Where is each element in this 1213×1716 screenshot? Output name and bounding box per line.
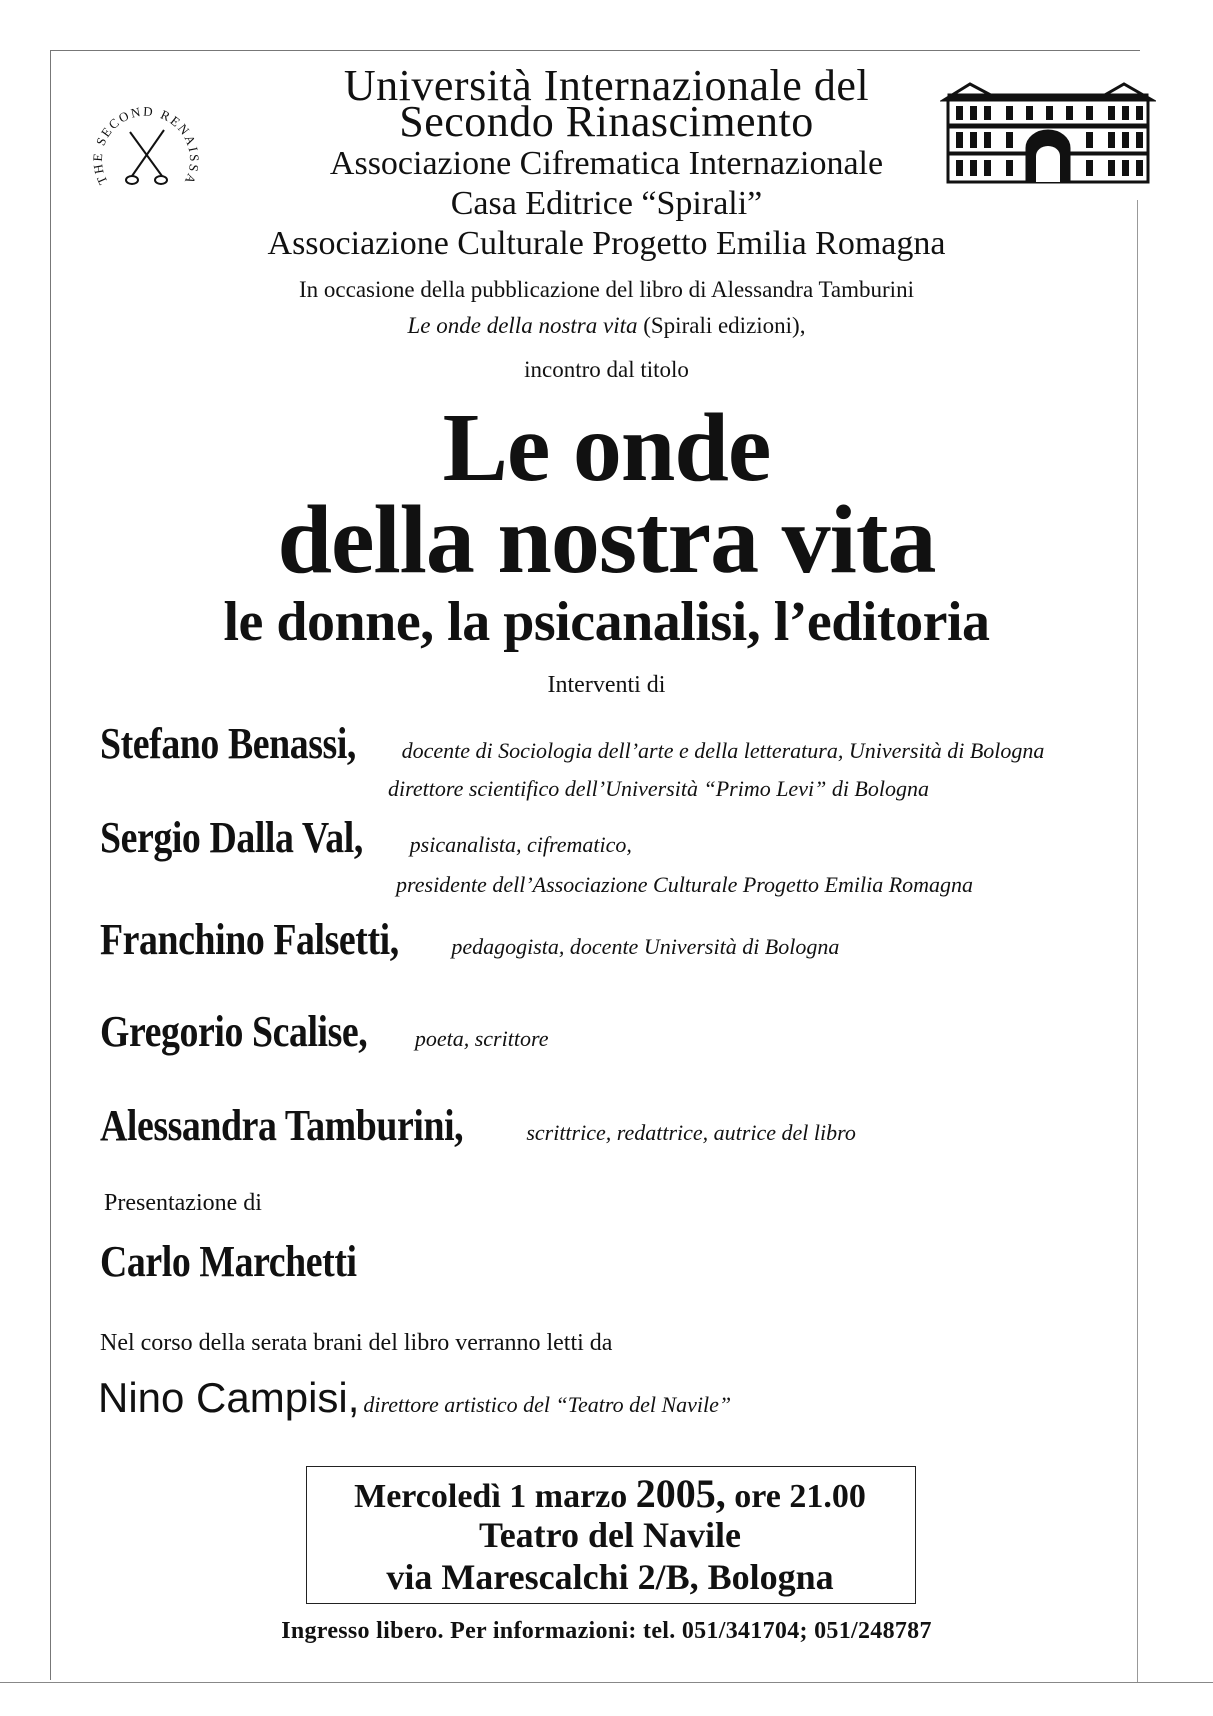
speaker-role-2: presidente dell’Associazione Culturale Progetto Emilia Romagna [396,872,974,897]
speaker-role-2: direttore scientifico dell’Università “Primo Levi” di Bologna [388,776,929,801]
book-publisher: (Spirali edizioni), [643,313,806,338]
speaker-role: pedagogista, docente Università di Bologna [451,934,840,959]
event-venue: Teatro del Navile [479,1515,741,1555]
university-name-line2: Secondo Rinascimento [399,97,814,146]
event-subtitle: le donne, la psicanalisi, l’editoria [223,591,990,653]
event-year: 2005, [635,1471,726,1516]
intro-book-line [0,308,1213,344]
speaker-role: psicanalista, cifrematico, [409,832,632,857]
frame-bottom-border [0,1682,1213,1683]
speaker-entry [100,914,839,965]
speaker-role: scrittrice, redattrice, autrice del libro [526,1120,856,1145]
intro-line: In occasione della pubblicazione del libro di Alessandra Tamburini [299,277,914,302]
speaker-name: Alessandra Tamburini, [100,1101,464,1150]
speaker-entry [100,1006,548,1057]
university-name-line1: Università Internazionale del [343,61,870,110]
speaker-name: Sergio Dalla Val, [100,813,363,862]
reader-name: Nino Campisi, [98,1374,360,1421]
org-progetto-emilia-romagna: Associazione Culturale Progetto Emilia Romagna [267,225,946,262]
event-time: ore 21.00 [725,1478,866,1515]
reader-entry [98,1374,731,1422]
intro-incontro: incontro dal titolo [524,357,689,382]
footer-info: Ingresso libero. Per informazioni: tel. 051/341704; 051/248787 [281,1618,932,1644]
presentation-label: Presentazione di [104,1190,262,1216]
book-title: Le onde della nostra vita [407,313,638,338]
speaker-role: docente di Sociologia dell’arte e della letteratura, Università di Bologna [401,738,1045,763]
speaker-role: poeta, scrittore [414,1026,549,1051]
reading-label: Nel corso della serata brani del libro verranno letti da [100,1330,613,1356]
event-title-line1: Le onde [442,394,771,502]
event-address: via Marescalchi 2/B, Bologna [386,1557,834,1597]
seal-text: THE SECOND RENAISSA [89,103,203,189]
frame-top-border [50,50,1140,51]
org-spirali: Casa Editrice “Spirali” [450,185,763,222]
event-title-line2: della nostra vita [277,486,936,594]
presenter-entry [100,1236,398,1287]
speaker-entry [100,718,1044,769]
speaker-name: Gregorio Scalise, [100,1007,368,1056]
event-date-time [306,1470,914,1517]
speakers-label: Interventi di [547,672,666,698]
speaker-entry [100,1100,856,1151]
speaker-entry [100,812,632,863]
org-cifrematica: Associazione Cifrematica Internazionale [329,145,884,182]
event-date: Mercoledì 1 marzo [354,1478,636,1515]
speaker-name: Franchino Falsetti, [100,915,399,964]
speaker-name: Stefano Benassi, [100,719,356,768]
reader-role: direttore artistico del “Teatro del Navile” [363,1392,732,1417]
presenter-name: Carlo Marchetti [100,1237,357,1286]
